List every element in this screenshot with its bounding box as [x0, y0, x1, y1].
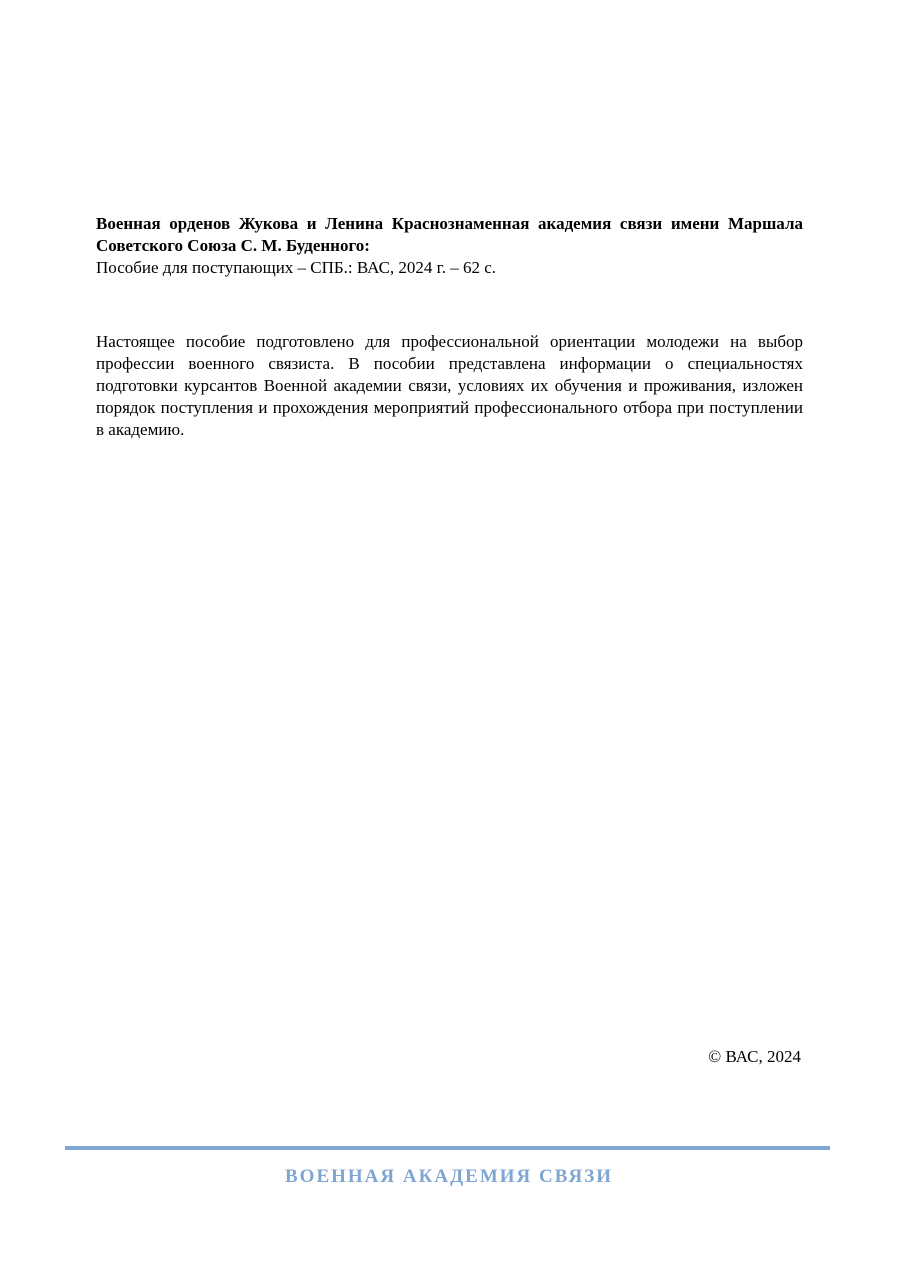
publication-citation: Пособие для поступающих – СПБ.: ВАС, 2024 г. – 62 с.: [96, 258, 497, 277]
footer-rule: [65, 1146, 830, 1150]
publisher-title: Военная орденов Жукова и Ленина Краснознаменная академия связи имени Маршала Советского Союза С. М. Буденного:: [96, 214, 803, 255]
abstract-text: Настоящее пособие подготовлено для профессиональной ориентации молодежи на выбор профессии военного связиста. В пособии представлена информации о специальностях подготовки курсантов Военной академии связи, условиях их обучения и проживания, изложен порядок поступления и прохождения мероприятий профессионального отбора при поступлении в академию.: [96, 332, 803, 439]
abstract-section: [96, 331, 803, 441]
footer-brand: ВОЕННАЯ АКАДЕМИЯ СВЯЗИ: [285, 1166, 613, 1187]
copyright-notice: © ВАС, 2024: [708, 1047, 801, 1066]
bibliographic-header: [96, 213, 803, 279]
